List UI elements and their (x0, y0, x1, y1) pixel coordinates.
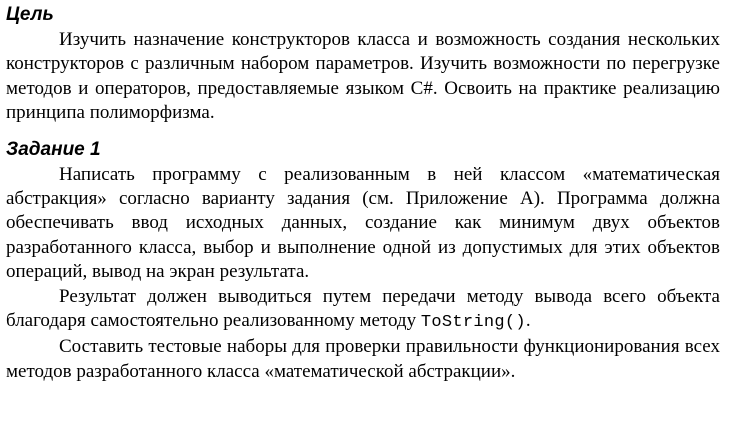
task1-paragraph-3: Составить тестовые наборы для проверки правильности функционирования всех методов разработанного класса «математической абстракции». (6, 336, 720, 382)
task1-paragraph-1: Написать программу с реализованным в ней классом «математическая абстракция» согласно варианту задания (см. Приложение А). Программа должна обеспечивать ввод исходных данных, создание как минимум двух объектов разработанного класса, выбор и выполнение одной из допустимых для этих объектов операций, вывод на экран результата. (6, 163, 720, 283)
task1-paragraph-2-text: Результат должен выводиться путем передачи методу вывода всего объекта благодаря самостоятельно реализованному методу (6, 285, 720, 332)
goal-section (6, 2, 720, 126)
goal-paragraph: Изучить назначение конструкторов класса и возможность создания нескольких конструкторов с различным набором параметров. Изучить возможности по перегрузке методов и операторов, предоставляемые языком C#. Освоить на практике реализацию принципа полиморфизма. (6, 29, 720, 124)
task1-paragraph-2-end: . (525, 310, 531, 332)
task1-section (6, 137, 720, 385)
goal-heading: Цель (6, 4, 54, 25)
tostring-code: ToString() (420, 313, 526, 333)
task1-heading: Задание 1 (6, 138, 101, 160)
task1-paragraph-2 (6, 285, 720, 336)
